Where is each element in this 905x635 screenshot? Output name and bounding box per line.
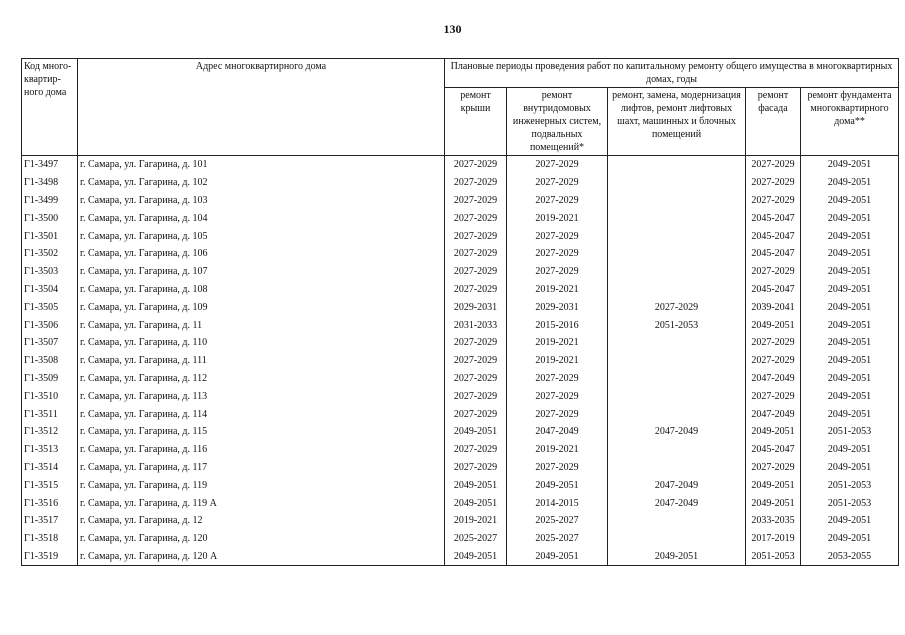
table-row — [22, 494, 899, 512]
cell-address: г. Самара, ул. Гагарина, д. 11 — [78, 316, 445, 334]
cell-foundation: 2049-2051 — [801, 441, 899, 459]
header-facade: ремонт фасада — [746, 88, 801, 156]
cell-address: г. Самара, ул. Гагарина, д. 117 — [78, 459, 445, 477]
cell-address: г. Самара, ул. Гагарина, д. 101 — [78, 156, 445, 174]
header-code: Код много-квартир-ного дома — [22, 59, 78, 156]
cell-foundation: 2049-2051 — [801, 281, 899, 299]
cell-address: г. Самара, ул. Гагарина, д. 112 — [78, 370, 445, 388]
table-row — [22, 263, 899, 281]
table-row — [22, 441, 899, 459]
cell-code: Г1-3515 — [22, 476, 78, 494]
cell-engineering: 2019-2021 — [507, 334, 608, 352]
table-row — [22, 334, 899, 352]
cell-facade: 2045-2047 — [746, 209, 801, 227]
cell-engineering: 2019-2021 — [507, 209, 608, 227]
cell-facade: 2049-2051 — [746, 476, 801, 494]
cell-address: г. Самара, ул. Гагарина, д. 119 — [78, 476, 445, 494]
page-number: 130 — [443, 22, 462, 36]
table-row — [22, 352, 899, 370]
cell-roof: 2049-2051 — [445, 423, 507, 441]
cell-engineering: 2027-2029 — [507, 405, 608, 423]
cell-facade: 2033-2035 — [746, 512, 801, 530]
cell-facade: 2049-2051 — [746, 494, 801, 512]
cell-facade: 2027-2029 — [746, 352, 801, 370]
cell-facade: 2027-2029 — [746, 334, 801, 352]
cell-roof: 2029-2031 — [445, 298, 507, 316]
cell-elevator — [608, 352, 746, 370]
cell-elevator: 2047-2049 — [608, 494, 746, 512]
table-row — [22, 370, 899, 388]
cell-engineering: 2049-2051 — [507, 476, 608, 494]
cell-roof: 2027-2029 — [445, 174, 507, 192]
cell-facade: 2049-2051 — [746, 316, 801, 334]
cell-foundation: 2051-2053 — [801, 423, 899, 441]
cell-code: Г1-3497 — [22, 156, 78, 174]
cell-engineering: 2027-2029 — [507, 156, 608, 174]
cell-foundation: 2053-2055 — [801, 548, 899, 566]
table-row — [22, 298, 899, 316]
cell-code: Г1-3513 — [22, 441, 78, 459]
cell-engineering: 2029-2031 — [507, 298, 608, 316]
cell-address: г. Самара, ул. Гагарина, д. 116 — [78, 441, 445, 459]
cell-address: г. Самара, ул. Гагарина, д. 109 — [78, 298, 445, 316]
header-periods-group: Плановые периоды проведения работ по капитальному ремонту общего имущества в многоквартирных домах, годы — [445, 59, 899, 88]
cell-engineering: 2015-2016 — [507, 316, 608, 334]
cell-elevator — [608, 156, 746, 174]
table-row — [22, 476, 899, 494]
cell-foundation: 2049-2051 — [801, 192, 899, 210]
cell-elevator — [608, 459, 746, 477]
cell-address: г. Самара, ул. Гагарина, д. 111 — [78, 352, 445, 370]
table-body — [22, 156, 899, 566]
table-row — [22, 423, 899, 441]
cell-address: г. Самара, ул. Гагарина, д. 106 — [78, 245, 445, 263]
cell-roof: 2027-2029 — [445, 281, 507, 299]
cell-engineering: 2027-2029 — [507, 227, 608, 245]
cell-code: Г1-3510 — [22, 387, 78, 405]
cell-roof: 2049-2051 — [445, 476, 507, 494]
cell-roof: 2027-2029 — [445, 459, 507, 477]
cell-engineering: 2027-2029 — [507, 459, 608, 477]
cell-roof: 2027-2029 — [445, 227, 507, 245]
cell-roof: 2027-2029 — [445, 352, 507, 370]
cell-address: г. Самара, ул. Гагарина, д. 115 — [78, 423, 445, 441]
cell-foundation: 2049-2051 — [801, 405, 899, 423]
cell-facade: 2045-2047 — [746, 245, 801, 263]
cell-facade: 2039-2041 — [746, 298, 801, 316]
cell-foundation: 2049-2051 — [801, 245, 899, 263]
cell-code: Г1-3514 — [22, 459, 78, 477]
table-row — [22, 387, 899, 405]
table-row — [22, 281, 899, 299]
cell-elevator — [608, 245, 746, 263]
header-foundation: ремонт фундамента многоквартирного дома** — [801, 88, 899, 156]
cell-roof: 2027-2029 — [445, 370, 507, 388]
cell-engineering: 2047-2049 — [507, 423, 608, 441]
cell-facade: 2047-2049 — [746, 405, 801, 423]
cell-elevator — [608, 512, 746, 530]
cell-foundation: 2049-2051 — [801, 263, 899, 281]
cell-code: Г1-3498 — [22, 174, 78, 192]
table-row — [22, 405, 899, 423]
repair-schedule-table — [21, 58, 899, 566]
table-row — [22, 192, 899, 210]
cell-engineering: 2027-2029 — [507, 370, 608, 388]
cell-roof: 2049-2051 — [445, 548, 507, 566]
cell-roof: 2027-2029 — [445, 209, 507, 227]
cell-elevator — [608, 281, 746, 299]
cell-elevator: 2027-2029 — [608, 298, 746, 316]
cell-facade: 2027-2029 — [746, 263, 801, 281]
cell-foundation: 2049-2051 — [801, 459, 899, 477]
cell-address: г. Самара, ул. Гагарина, д. 107 — [78, 263, 445, 281]
table-row — [22, 512, 899, 530]
header-address: Адрес многоквартирного дома — [78, 59, 445, 156]
cell-code: Г1-3512 — [22, 423, 78, 441]
cell-roof: 2019-2021 — [445, 512, 507, 530]
cell-facade: 2051-2053 — [746, 548, 801, 566]
cell-code: Г1-3508 — [22, 352, 78, 370]
cell-address: г. Самара, ул. Гагарина, д. 102 — [78, 174, 445, 192]
cell-foundation: 2051-2053 — [801, 494, 899, 512]
table-row — [22, 530, 899, 548]
cell-engineering: 2025-2027 — [507, 512, 608, 530]
cell-engineering: 2027-2029 — [507, 387, 608, 405]
cell-roof: 2031-2033 — [445, 316, 507, 334]
cell-facade: 2017-2019 — [746, 530, 801, 548]
cell-roof: 2027-2029 — [445, 387, 507, 405]
cell-engineering: 2019-2021 — [507, 281, 608, 299]
cell-elevator: 2047-2049 — [608, 476, 746, 494]
cell-foundation: 2049-2051 — [801, 334, 899, 352]
cell-address: г. Самара, ул. Гагарина, д. 113 — [78, 387, 445, 405]
cell-address: г. Самара, ул. Гагарина, д. 114 — [78, 405, 445, 423]
cell-address: г. Самара, ул. Гагарина, д. 119 А — [78, 494, 445, 512]
cell-code: Г1-3505 — [22, 298, 78, 316]
cell-code: Г1-3503 — [22, 263, 78, 281]
table-row — [22, 156, 899, 174]
cell-engineering: 2019-2021 — [507, 352, 608, 370]
cell-facade: 2045-2047 — [746, 441, 801, 459]
cell-engineering: 2027-2029 — [507, 192, 608, 210]
cell-elevator: 2047-2049 — [608, 423, 746, 441]
cell-foundation: 2049-2051 — [801, 512, 899, 530]
cell-address: г. Самара, ул. Гагарина, д. 120 А — [78, 548, 445, 566]
cell-code: Г1-3516 — [22, 494, 78, 512]
cell-foundation: 2049-2051 — [801, 370, 899, 388]
header-elevator: ремонт, замена, модернизация лифтов, ремонт лифтовых шахт, машинных и блочных помещений — [608, 88, 746, 156]
cell-foundation: 2049-2051 — [801, 156, 899, 174]
cell-elevator — [608, 263, 746, 281]
cell-address: г. Самара, ул. Гагарина, д. 12 — [78, 512, 445, 530]
cell-engineering: 2027-2029 — [507, 174, 608, 192]
header-roof: ремонт крыши — [445, 88, 507, 156]
cell-address: г. Самара, ул. Гагарина, д. 110 — [78, 334, 445, 352]
cell-address: г. Самара, ул. Гагарина, д. 108 — [78, 281, 445, 299]
cell-code: Г1-3499 — [22, 192, 78, 210]
table-row — [22, 227, 899, 245]
table-row — [22, 316, 899, 334]
cell-elevator — [608, 209, 746, 227]
cell-address: г. Самара, ул. Гагарина, д. 103 — [78, 192, 445, 210]
cell-roof: 2027-2029 — [445, 192, 507, 210]
cell-code: Г1-3504 — [22, 281, 78, 299]
cell-code: Г1-3500 — [22, 209, 78, 227]
cell-foundation: 2051-2053 — [801, 476, 899, 494]
cell-code: Г1-3506 — [22, 316, 78, 334]
cell-engineering: 2027-2029 — [507, 245, 608, 263]
cell-facade: 2047-2049 — [746, 370, 801, 388]
cell-facade: 2027-2029 — [746, 387, 801, 405]
cell-elevator: 2049-2051 — [608, 548, 746, 566]
cell-foundation: 2049-2051 — [801, 352, 899, 370]
cell-facade: 2027-2029 — [746, 192, 801, 210]
cell-code: Г1-3518 — [22, 530, 78, 548]
table-row — [22, 245, 899, 263]
cell-facade: 2045-2047 — [746, 227, 801, 245]
cell-foundation: 2049-2051 — [801, 174, 899, 192]
cell-roof: 2027-2029 — [445, 441, 507, 459]
cell-code: Г1-3519 — [22, 548, 78, 566]
cell-address: г. Самара, ул. Гагарина, д. 104 — [78, 209, 445, 227]
table-row — [22, 459, 899, 477]
cell-code: Г1-3502 — [22, 245, 78, 263]
cell-foundation: 2049-2051 — [801, 227, 899, 245]
cell-elevator — [608, 405, 746, 423]
table-row — [22, 209, 899, 227]
cell-elevator: 2051-2053 — [608, 316, 746, 334]
cell-facade: 2045-2047 — [746, 281, 801, 299]
cell-facade: 2027-2029 — [746, 174, 801, 192]
cell-code: Г1-3511 — [22, 405, 78, 423]
cell-foundation: 2049-2051 — [801, 316, 899, 334]
cell-roof: 2027-2029 — [445, 156, 507, 174]
cell-elevator — [608, 227, 746, 245]
cell-roof: 2027-2029 — [445, 245, 507, 263]
cell-foundation: 2049-2051 — [801, 387, 899, 405]
table-header — [22, 59, 899, 156]
cell-foundation: 2049-2051 — [801, 530, 899, 548]
cell-engineering: 2025-2027 — [507, 530, 608, 548]
cell-elevator — [608, 387, 746, 405]
cell-engineering: 2014-2015 — [507, 494, 608, 512]
cell-code: Г1-3501 — [22, 227, 78, 245]
table-row — [22, 548, 899, 566]
cell-code: Г1-3509 — [22, 370, 78, 388]
cell-elevator — [608, 192, 746, 210]
cell-roof: 2027-2029 — [445, 405, 507, 423]
cell-roof: 2025-2027 — [445, 530, 507, 548]
cell-address: г. Самара, ул. Гагарина, д. 105 — [78, 227, 445, 245]
cell-elevator — [608, 174, 746, 192]
cell-elevator — [608, 334, 746, 352]
cell-roof: 2027-2029 — [445, 263, 507, 281]
cell-facade: 2027-2029 — [746, 459, 801, 477]
cell-engineering: 2019-2021 — [507, 441, 608, 459]
cell-engineering: 2049-2051 — [507, 548, 608, 566]
cell-code: Г1-3517 — [22, 512, 78, 530]
cell-elevator — [608, 370, 746, 388]
cell-engineering: 2027-2029 — [507, 263, 608, 281]
header-engineering: ремонт внутридомовых инженерных систем, подвальных помещений* — [507, 88, 608, 156]
cell-elevator — [608, 441, 746, 459]
cell-address: г. Самара, ул. Гагарина, д. 120 — [78, 530, 445, 548]
cell-elevator — [608, 530, 746, 548]
cell-foundation: 2049-2051 — [801, 298, 899, 316]
cell-foundation: 2049-2051 — [801, 209, 899, 227]
cell-code: Г1-3507 — [22, 334, 78, 352]
table-row — [22, 174, 899, 192]
cell-roof: 2049-2051 — [445, 494, 507, 512]
cell-facade: 2027-2029 — [746, 156, 801, 174]
cell-facade: 2049-2051 — [746, 423, 801, 441]
cell-roof: 2027-2029 — [445, 334, 507, 352]
